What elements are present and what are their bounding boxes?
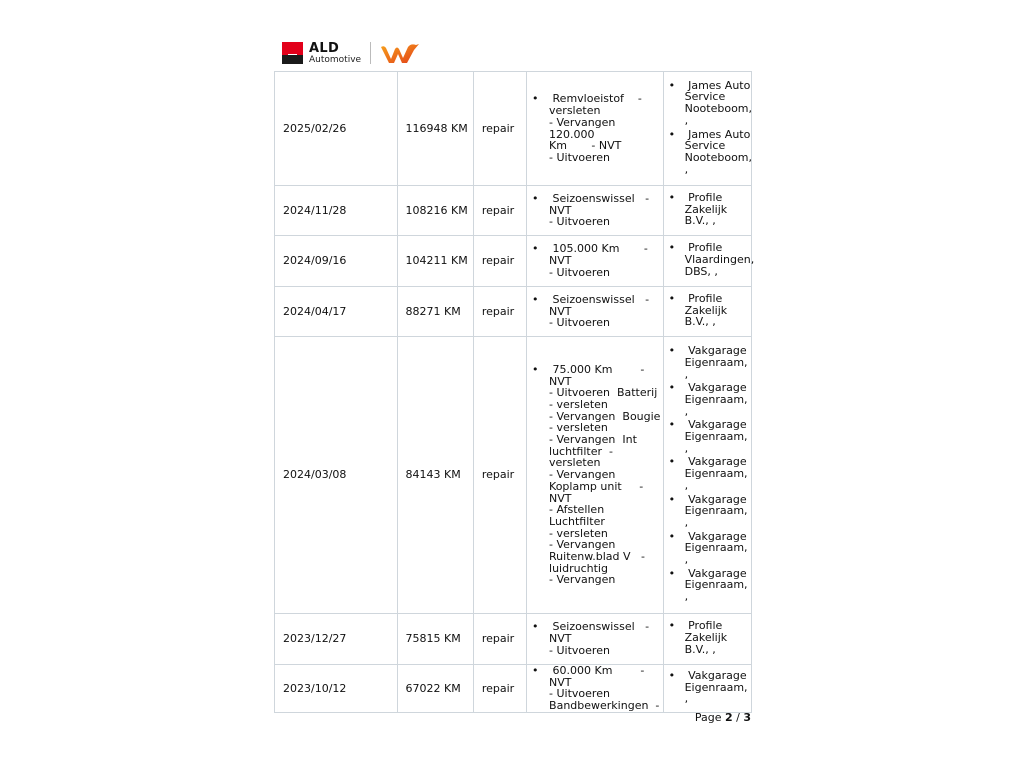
garage-cell — [663, 236, 755, 287]
work-description: • Seizoenswissel - NVT - Uitvoeren — [532, 294, 663, 329]
work-description: • Seizoenswissel - NVT - Uitvoeren — [532, 621, 663, 656]
garage-item: • Vakgarage Eigenraam, , — [669, 568, 751, 603]
mileage-cell: 75815 KM — [397, 614, 473, 665]
garage-item: • Vakgarage Eigenraam, , — [669, 382, 751, 417]
header-logo — [282, 40, 420, 66]
mileage-cell: 67022 KM — [397, 665, 473, 713]
type-cell: repair — [473, 614, 526, 665]
work-description: • 60.000 Km - NVT - Uitvoeren Bandbewerkingen - — [532, 665, 663, 712]
date-cell: 2023/10/12 — [275, 665, 398, 713]
type-cell: repair — [473, 665, 526, 713]
type-cell: repair — [473, 337, 526, 614]
date-cell: 2024/11/28 — [275, 186, 398, 236]
date-cell: 2025/02/26 — [275, 72, 398, 186]
page-current: 2 — [724, 711, 733, 724]
mileage-cell: 104211 KM — [397, 236, 473, 287]
description-cell — [527, 186, 664, 236]
date-cell: 2024/09/16 — [275, 236, 398, 287]
table-row — [275, 614, 752, 665]
ald-logo-icon — [282, 42, 303, 64]
garage-item: • Profile Zakelijk B.V., , — [669, 293, 751, 328]
garage-item: • Vakgarage Eigenraam, , — [669, 456, 751, 491]
mileage-cell: 88271 KM — [397, 287, 473, 337]
mileage-cell: 108216 KM — [397, 186, 473, 236]
garage-item: • Profile Zakelijk B.V., , — [669, 192, 751, 227]
garage-cell — [663, 665, 751, 713]
garage-item: • Vakgarage Eigenraam, , — [669, 494, 751, 529]
garage-cell — [663, 287, 751, 337]
page-label: Page — [694, 711, 722, 724]
description-cell — [527, 337, 664, 614]
work-description: • Seizoenswissel - NVT - Uitvoeren — [532, 193, 663, 228]
table-row — [275, 337, 752, 614]
garage-item: • Vakgarage Eigenraam, , — [669, 345, 751, 380]
garage-cell — [663, 186, 751, 236]
description-cell — [527, 614, 664, 665]
garage-cell — [663, 72, 751, 186]
date-cell: 2023/12/27 — [275, 614, 398, 665]
table-row — [275, 72, 752, 186]
page-indicator — [695, 711, 751, 724]
description-cell — [527, 665, 664, 713]
garage-cell — [663, 614, 751, 665]
work-description: • 105.000 Km - NVT - Uitvoeren — [532, 243, 663, 278]
type-cell: repair — [473, 72, 526, 186]
maintenance-table — [274, 71, 755, 713]
table-row — [275, 186, 752, 236]
garage-item: • Vakgarage Eigenraam, , — [669, 670, 751, 705]
table-row — [275, 665, 752, 713]
garage-item: • Vakgarage Eigenraam, , — [669, 531, 751, 566]
brand-sub: Automotive — [309, 54, 362, 65]
garage-item: • Profile Vlaardingen, DBS, , — [669, 242, 751, 277]
logo-divider — [370, 42, 371, 64]
date-cell: 2024/04/17 — [275, 287, 398, 337]
garage-cell — [663, 337, 751, 614]
description-cell — [527, 72, 664, 186]
type-cell: repair — [473, 287, 526, 337]
work-description: • Remvloeistof - versleten - Vervangen 120.000 Km - NVT - Uitvoeren — [532, 93, 663, 163]
page-total: 3 — [743, 711, 751, 724]
type-cell: repair — [473, 186, 526, 236]
table-row — [275, 236, 752, 287]
partner-w-logo-icon — [380, 42, 420, 64]
description-cell — [527, 287, 664, 337]
date-cell: 2024/03/08 — [275, 337, 398, 614]
brand-name: ALD — [309, 40, 340, 56]
garage-item: • Vakgarage Eigenraam, , — [669, 419, 751, 454]
table-row — [275, 287, 752, 337]
garage-item: • James Auto Service Nooteboom, , — [669, 129, 751, 176]
mileage-cell: 84143 KM — [397, 337, 473, 614]
type-cell: repair — [473, 236, 526, 287]
description-cell — [527, 236, 664, 287]
mileage-cell: 116948 KM — [397, 72, 473, 186]
work-description: • 75.000 Km - NVT - Uitvoeren Batterij - versleten - Vervangen Bougie - versleten - Vervangen Int luchtfilter - versleten - Vervangen Koplamp unit - NVT - Afstellen Luchtfilter - versleten - Vervangen Ruitenw.blad V - luidruchtig - Vervangen — [532, 364, 663, 586]
garage-item: • James Auto Service Nooteboom, , — [669, 80, 751, 127]
garage-item: • Profile Zakelijk B.V., , — [669, 620, 751, 655]
ald-wordmark — [309, 42, 361, 65]
page-separator: / — [736, 711, 740, 724]
